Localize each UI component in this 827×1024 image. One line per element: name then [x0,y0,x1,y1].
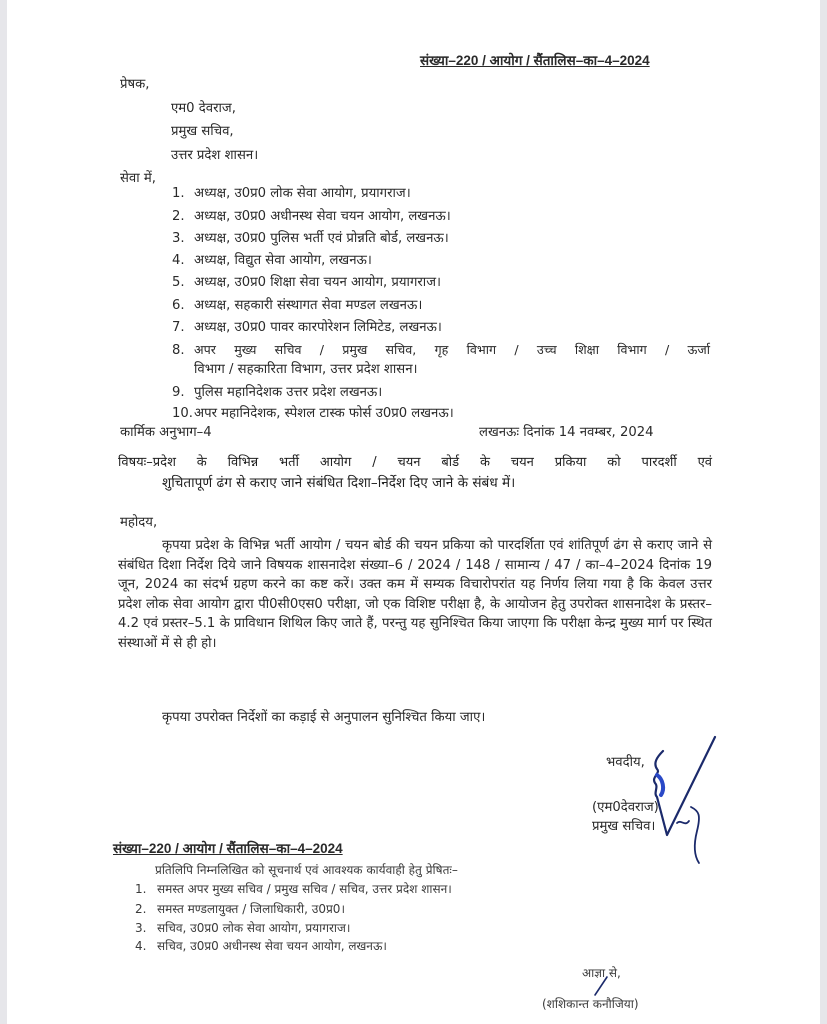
recipient-text: अध्यक्ष, विद्युत सेवा आयोग, लखनऊ। [194,253,372,268]
recipient-item [172,230,449,248]
copy-item-number: 1. [135,882,147,896]
recipient-number: 6. [172,298,185,313]
copy-item-number: 3. [135,921,147,935]
recipient-item-continuation: विभाग / सहकारिता विभाग, उत्तर प्रदेश शासन। [194,362,418,377]
subject-line-2: शुचितापूर्ण ढंग से कराए जाने संबंधित दिशा–निर्देश दिए जाने के संबंध में। [162,475,516,491]
recipient-number: 9. [172,385,185,400]
recipient-item [172,341,712,360]
section-name: कार्मिक अनुभाग–4 [120,425,212,440]
recipient-item [172,208,451,226]
copy-item-text: सचिव, उ0प्र0 लोक सेवा आयोग, प्रयागराज। [157,921,351,935]
recipient-number: 2. [172,209,185,224]
copy-intro: प्रतिलिपि निम्नलिखित को सूचनार्थ एवं आवश्यक कार्यवाही हेतु प्रेषितः– [155,863,458,877]
recipient-text: अध्यक्ष, सहकारी संस्थागत सेवा मण्डल लखनऊ। [194,298,423,313]
signature-mark [617,735,727,865]
copy-item-text: समस्त मण्डलायुक्त / जिलाधिकारी, उ0प्र0। [157,902,345,916]
recipient-text: पुलिस महानिदेशक उत्तर प्रदेश लखनऊ। [194,385,383,400]
subject-line-1: विषयः–प्रदेश के विभिन्न भर्ती आयोग / चयन बोर्ड के चयन प्रकिया को पारदर्शी एवं [118,455,712,470]
copy-item-number: 2. [135,902,147,916]
recipient-number: 8. [172,343,185,358]
recipient-item [172,274,441,292]
copy-item-number: 4. [135,939,147,953]
recipient-text: अपर महानिदेशक, स्पेशल टास्क फोर्स उ0प्र0 लखनऊ। [194,406,454,421]
copy-item [135,881,452,898]
recipient-text: अध्यक्ष, उ0प्र0 लोक सेवा आयोग, प्रयागराज। [194,186,411,201]
recipient-number: 10. [172,406,193,421]
recipient-item [172,297,422,315]
sender-office: उत्तर प्रदेश शासन। [171,148,259,163]
copy-signatory: (शशिकान्त कनौजिया) [542,997,639,1011]
copy-item [135,920,350,937]
by-order: आज्ञा से, [582,966,621,980]
recipient-item [172,252,372,270]
recipient-number: 5. [172,275,185,290]
body-paragraph-2: कृपया उपरोक्त निर्देशों का कड़ाई से अनुपालन सुनिश्चित किया जाए। [162,710,486,725]
reference-number: संख्या–220 / आयोग / सैंतालिस–का–4–2024 [420,53,650,68]
recipient-item [172,384,382,402]
copy-item [135,938,387,955]
recipient-number: 1. [172,186,185,201]
copy-reference-number: संख्या–220 / आयोग / सैंतालिस–का–4–2024 [113,841,343,856]
recipient-text: अध्यक्ष, उ0प्र0 अधीनस्थ सेवा चयन आयोग, लखनऊ। [194,209,451,224]
recipient-item [172,185,411,203]
recipient-number: 7. [172,320,185,335]
subject [118,452,712,494]
recipient-item [172,319,442,337]
recipient-item [172,405,454,423]
recipient-text: अध्यक्ष, उ0प्र0 पुलिस भर्ती एवं प्रोन्नति बोर्ड, लखनऊ। [194,231,449,246]
copy-item-text: सचिव, उ0प्र0 अधीनस्थ सेवा चयन आयोग, लखनऊ। [157,939,387,953]
body-paragraph-1-text: कृपया प्रदेश के विभिन्न भर्ती आयोग / चयन बोर्ड की चयन प्रकिया को पारदर्शिता एवं शांतिपूर्ण ढंग से कराए जाने से संबंधित दिशा निर्देश दिये जाने विषयक शासनादेश संख्या–6 / 2024 / 148 / सामान्य / 47 / का–4–2024 दिनांक 19 जून, 2024 का संदर्भ ग्रहण करने का कष्ट करें। उक्त कम में सम्यक विचारोपरांत यह निर्णय लिया गया है कि केवल उत्तर प्रदेश लोक सेवा आयोग द्वारा पी0सी0एस0 परीक्षा, जो एक विशिष्ट परीक्षा है, के आयोजन हेतु उपरोक्त शासनादेश के प्रस्तर–4.2 एवं प्रस्तर–5.1 के प्राविधान शिथिल किए जाते हैं, परन्तु यह सुनिश्चित किया जाएगा कि परीक्षा केन्द्र मुख्य मार्ग पर स्थित संस्थाओं में से ही हो। [118,538,712,651]
copy-item-text: समस्त अपर मुख्य सचिव / प्रमुख सचिव / सचिव, उत्तर प्रदेश शासन। [157,882,452,896]
body-paragraph-1 [118,536,712,654]
place-date: लखनऊः दिनांक 14 नवम्बर, 2024 [479,425,654,440]
recipient-text: अध्यक्ष, उ0प्र0 शिक्षा सेवा चयन आयोग, प्रयागराज। [194,275,441,290]
signatory-name: (एम0देवराज) [592,800,659,815]
salutation: महोदय, [120,515,158,530]
sender-name: एम0 देवराज, [171,101,236,116]
copy-item [135,901,345,918]
recipient-number: 4. [172,253,185,268]
recipient-number: 3. [172,231,185,246]
recipient-text: अपर मुख्य सचिव / प्रमुख सचिव, गृह विभाग / उच्च शिक्षा विभाग / ऊर्जा [194,342,710,357]
letter-page [7,0,820,1024]
closing: भवदीय, [606,755,645,770]
signatory-designation: प्रमुख सचिव। [592,819,656,834]
sender-designation: प्रमुख सचिव, [171,124,234,139]
sender-label: प्रेषक, [120,77,150,92]
recipient-text: अध्यक्ष, उ0प्र0 पावर कारपोरेशन लिमिटेड, लखनऊ। [194,320,442,335]
recipients-label: सेवा में, [120,171,156,186]
